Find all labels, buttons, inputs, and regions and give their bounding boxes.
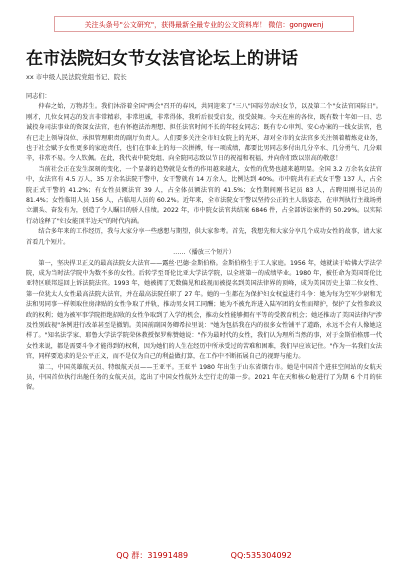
footer-qq: QQ:535304092 bbox=[230, 551, 292, 560]
paragraph: 结合多年来的工作经历，我与大家分享一些感想与期望，供大家参考。首先，我想先和大家分享几个成功女性的故事，请大家首看几个短片。 bbox=[26, 228, 382, 246]
header-banner: 关注头条号"公文研究"，获得最新全最专业的公文资料库！ 微信：gongwenj bbox=[54, 16, 354, 32]
salutation: 同志们： bbox=[26, 93, 51, 100]
document-body bbox=[26, 92, 382, 542]
footer-contacts bbox=[0, 550, 408, 561]
paragraph: 第二，中国英雄航天员、特级航天员——王亚平。王亚平 1980 年出生于山东省烟台市。她是中国首个进驻空间站的女航天员，中国首位执行出舱任务的女航天员，迄出了中国女性航外太空行走的第一步。2021 年在天和核心舱进行了为期 6 个月的驻留。 bbox=[26, 363, 382, 392]
video-note: ……（播放三个短片） bbox=[173, 249, 235, 257]
paragraph: 第一，坚决捍卫正义的最高法院女大法官——露丝·巴德·金斯伯格。金斯伯格生于工人家庭。1956 年，她就读于哈佛大学法学院，成为当时法学院中为数不多的女性。后转学至哥伦比亚大学法学院，以全班第一的成绩毕业。1980 年，被任命为美国哥伦比亚特区联邦巡回上诉法院法官。1993 年，她被拥了无数偏见和歧视而被提名到美国法律界的顶峰，成为美国历史上第二位女性、第一位犹太人女性最高法院大法官，并在最高法院任职了 27 年。她的一生都在为保护妇女权益进行斗争：她为每为空军少尉和无法和男同事一样领取住房津贴的女性争取了并轨，推动男女同工同酬；她为不被允许进入陆军团的女性而辩护，保护了女性参政议政的权利；她为被军事学院拒绝招收的女性争取到了入学的机会，推动女性能够拥有平等的受教育机会；她还推动了美国法律内"涉及性别歧视"条例进行改革甚至是撤销。美国前副国务卿希拉里说："她为包括我在内的很多女性铺平了道路，永远不会有人像她这样了。"知名法学家、耶鲁大学法学院荣休教授保罗称赞她说："作为最时代的女性，我们认为理所当然的事，对于金斯伯格那一代女性来说，都是需要斗争才能得到的权利，因为她们的人生在经历中所承受过的苦难和困难，我们早应该记住。"作为一名我们女法官，同样要追求的是公平正义，而不是仅为自己的利益做打算，在工作中不断拓展自己的视野与能力。 bbox=[26, 259, 382, 361]
paragraph: 仲春之始，万物苏生。我们沐浴着全国"两会"召开的春风，共同迎来了"三八"国际劳动妇女节，以及第二个"女法官国际日"。刚才，几位女同志的发言非常精彩，非常坦诚，非常得体，我听后很受启发，很受鼓舞。今天在座的各位，既有数十年如一日、忠诚投身司法事业的资深女法官，也有怀抱法治理想、担任法官时间不长的年轻女同志；既有专心审判、安心办案的一线女法官，也有已走上领导岗位、承担管理职责的副厅负责人。人们要多关注全市妇女院上的光环，却对全市的女法官多关注领着精炼竞业务，也于社会赋予女性更多的家庭责任，也们在事业上的每一次拼搏，每一项成绩，都要比男同志多付出几分辛水、几分勇气、几分艰辛，非常不易。令人钦佩。在此，我代表中院党组、向全院同志致以节日的祝福和祝福，并向你们致以崇高的敬意！ bbox=[26, 103, 382, 163]
paragraph: 当前社会正在发生深刻的变化，一个显著的趋势就是女性的作用越来越大，女性的优势也越来越明显。全国 3.2 万余名女法官中，女法官有 4.5 万人，35 万余名法院干警中，女干警就有 14 万余人，比例达到 40%。市中院共有正式女干警 137 人，占全院正式干警的 41.2%；有女性员额法官 39 人，占全体员额法官的 41.5%；女性期间刚书记员 83 人，占聘用刚书记员的 81.4%；女性临用人员 156 人，占临用人员的 60.2%。近年来，全市法院女干警以坚持公正的主人翁姿态，在审判执行主战场勇立潮头、奋发有为，创造了令人瞩目的骄人佳绩。2022 年，市中院女法官共结案 6846 件，占全部诉讼案件的 50.29%。以实际行动诠释了"妇女能顶半边天"的时代内涵。 bbox=[26, 165, 382, 225]
document-title: 在市法院妇女节女法官论坛上的讲话 bbox=[26, 49, 298, 69]
document-author: xx 市中级人民法院党组书记、院长 bbox=[26, 73, 127, 81]
footer-qq-group: QQ 群：31991489 bbox=[116, 551, 189, 560]
